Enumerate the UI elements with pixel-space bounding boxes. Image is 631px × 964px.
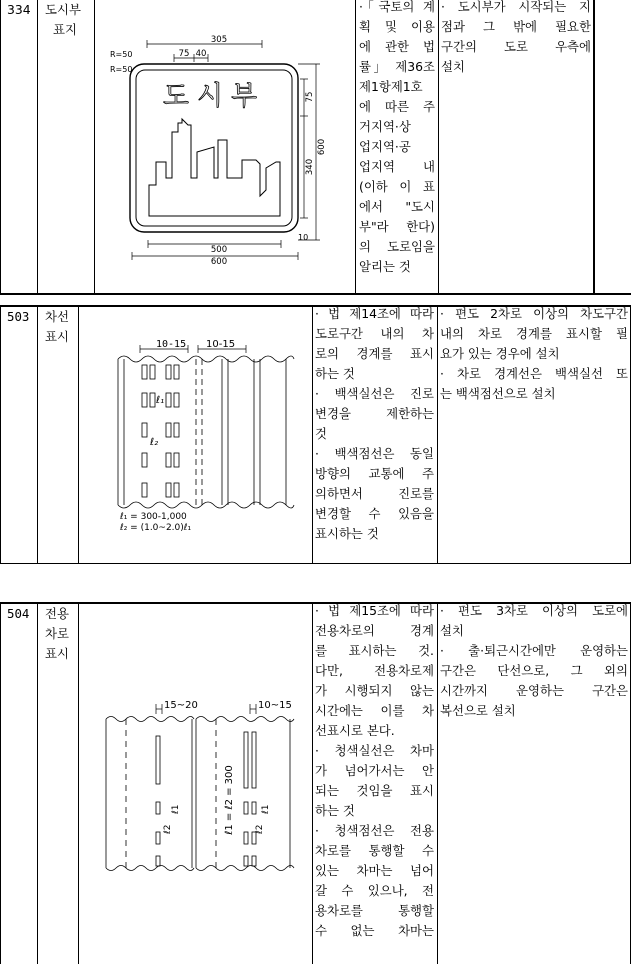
desc-line: 알리는 것 xyxy=(359,259,411,274)
install-line: · 출·퇴근시간에만 운영하는 xyxy=(440,643,628,658)
desc-line: 에 따른 주 xyxy=(359,99,435,114)
install-line: 시간까지 운영하는 구간은 xyxy=(440,683,628,698)
desc-line: 시간에는 이를 차 xyxy=(315,703,434,718)
dim-10-15: 10~15 xyxy=(258,700,292,711)
install-line: 요가 있는 경우에 설치 xyxy=(440,346,560,361)
name-cell xyxy=(37,604,79,964)
l1-label-left: ℓ1 xyxy=(171,804,181,814)
desc-line: 로의 경계를 표시 xyxy=(315,346,434,361)
desc-line: 하는 것 xyxy=(315,366,355,381)
dim-40: 40 xyxy=(195,49,207,59)
name-line: 차선 xyxy=(45,309,69,324)
dim-w500: 500 xyxy=(210,245,228,255)
dim-v600: 600 xyxy=(317,138,327,156)
desc-line: 획 및 이용 xyxy=(359,19,435,34)
name-cell xyxy=(37,0,95,293)
dim-15-20: 15~20 xyxy=(164,700,198,711)
name-line: 도시부 xyxy=(45,2,81,17)
row-number: 504 xyxy=(7,606,30,621)
name-line: 표지 xyxy=(53,22,77,37)
l1-label-right: ℓ1 xyxy=(261,804,271,814)
diagram-cell xyxy=(78,307,313,563)
name-cell xyxy=(37,307,79,563)
lane-marking-diagram xyxy=(78,307,312,561)
description-cell xyxy=(312,307,438,563)
l2-label-right: ℓ2 xyxy=(255,824,265,834)
exclusive-lane-diagram xyxy=(78,604,312,964)
desc-line: 의하면서 진로를 xyxy=(315,486,434,501)
diagram-cell xyxy=(78,604,313,964)
desc-line: 선표시로 본다. xyxy=(315,723,395,738)
desc-line: 를 표시하는 것. xyxy=(315,643,434,658)
row-number: 334 xyxy=(7,2,31,17)
dim-r50-1: R=50 xyxy=(110,50,133,59)
desc-line: 에서 "도시 xyxy=(359,199,435,214)
desc-line: 변경을 제한하는 xyxy=(315,406,434,421)
install-line: · 도시부가 시작되는 지 xyxy=(441,0,591,14)
desc-line: 도로구간 내의 차 xyxy=(315,326,434,341)
install-cell xyxy=(437,307,631,563)
l1-label: ℓ₁ xyxy=(156,395,165,406)
name-line: 표시 xyxy=(45,329,69,344)
install-line: 구간은 단선으로, 그 외의 xyxy=(440,663,628,678)
description-cell xyxy=(355,0,439,293)
desc-line: 다만, 전용차로제 xyxy=(315,663,434,678)
install-line: 점과 그 밖에 필요한 xyxy=(441,19,591,34)
dim-r50-2: R=50 xyxy=(110,65,133,74)
install-line: 설치 xyxy=(441,59,465,74)
dim-305: 305 xyxy=(210,35,228,45)
name-line: 전용 xyxy=(45,606,69,621)
table-row-334 xyxy=(0,0,631,295)
desc-line: 수 없는 차마는 xyxy=(315,923,434,938)
desc-line: (이하 이 표 xyxy=(359,179,435,194)
desc-line: 용차로를 통행할 xyxy=(315,903,434,918)
desc-line: ·「국토의 계 xyxy=(359,0,435,14)
number-cell xyxy=(1,307,38,563)
desc-line: 의 도로임을 xyxy=(359,239,435,254)
city-area-sign-diagram xyxy=(94,0,355,290)
desc-line: 률」 제36조 xyxy=(359,59,435,74)
desc-line: 변경할 수 있음을 xyxy=(315,506,434,521)
install-line: 는 백색점선으로 설치 xyxy=(440,386,556,401)
install-line: · 차로 경계선은 백색실선 또 xyxy=(440,366,628,381)
desc-line: · 백색점선은 동일 xyxy=(315,446,434,461)
desc-line: 업지역·공 xyxy=(359,139,411,154)
note-l2: ℓ₂ = (1.0~2.0)ℓ₁ xyxy=(120,523,192,533)
desc-line: 있는 차마는 넘어 xyxy=(315,863,434,878)
dim-w600: 600 xyxy=(210,257,228,267)
install-line: 내의 차로 경계를 표시할 필 xyxy=(440,326,628,341)
number-cell xyxy=(1,604,38,964)
sign-title: 도시부 xyxy=(162,81,266,112)
desc-line: 하는 것 xyxy=(315,803,355,818)
desc-line: 에 관한 법 xyxy=(359,39,435,54)
desc-line: 되는 것임을 표시 xyxy=(315,783,434,798)
note-l1: ℓ₁ = 300-1,000 xyxy=(120,512,187,522)
dim-v340: 340 xyxy=(305,158,315,176)
install-cell xyxy=(438,0,595,293)
skyline-icon xyxy=(149,119,280,216)
desc-line: · 법 제14조에 따라 xyxy=(315,306,434,321)
dim-v10: 10 xyxy=(298,233,309,242)
install-line: 구간의 도로 우측에 xyxy=(441,39,591,54)
dim-v75: 75 xyxy=(305,91,315,103)
desc-line: 전용차로의 경계 xyxy=(315,623,434,638)
dim-10-15-b: 10-15 xyxy=(206,339,236,350)
desc-line: 업지역 내 xyxy=(359,159,435,174)
desc-line: 거지역·상 xyxy=(359,119,411,134)
install-cell xyxy=(437,604,631,964)
desc-line: · 백색실선은 진로 xyxy=(315,386,434,401)
install-line: 설치 xyxy=(440,623,464,638)
desc-line: 차로를 통행할 수 xyxy=(315,843,434,858)
l2-label: ℓ₂ xyxy=(150,437,159,448)
desc-line: · 법 제15조에 따라 xyxy=(315,603,434,618)
dim-75: 75 xyxy=(178,49,190,59)
desc-line: 가 시행되지 않는 xyxy=(315,683,434,698)
desc-line: 가 넘어가서는 안 xyxy=(315,763,434,778)
description-cell xyxy=(312,604,438,964)
table-row-503 xyxy=(0,305,631,564)
desc-line: 갈 수 있으나, 전 xyxy=(315,883,434,898)
install-line: 복선으로 설치 xyxy=(440,703,516,718)
desc-line: · 청색실선은 차마 xyxy=(315,743,434,758)
name-line: 표시 xyxy=(45,646,69,661)
desc-line: 표시하는 것 xyxy=(315,526,379,541)
install-line: · 편도 3차로 이상의 도로에 xyxy=(440,603,628,618)
desc-line: · 청색점선은 전용 xyxy=(315,823,434,838)
install-line: · 편도 2차로 이상의 차도구간 xyxy=(440,306,628,321)
number-cell xyxy=(1,0,38,293)
diagram-cell xyxy=(94,0,356,293)
desc-line: 방향의 교통에 주 xyxy=(315,466,434,481)
desc-line: 제1항제1호 xyxy=(359,79,423,94)
table-row-504 xyxy=(0,602,631,964)
name-line: 차로 xyxy=(45,626,69,641)
row-number: 503 xyxy=(7,309,30,324)
dim-10-15-a: 10-15 xyxy=(156,339,187,350)
desc-line: 부"라 한다) xyxy=(359,219,435,234)
vertical-length-label: ℓ1 = ℓ2 = 300 xyxy=(224,765,235,835)
l2-label-left: ℓ2 xyxy=(163,824,173,834)
desc-line: 것 xyxy=(315,426,327,441)
